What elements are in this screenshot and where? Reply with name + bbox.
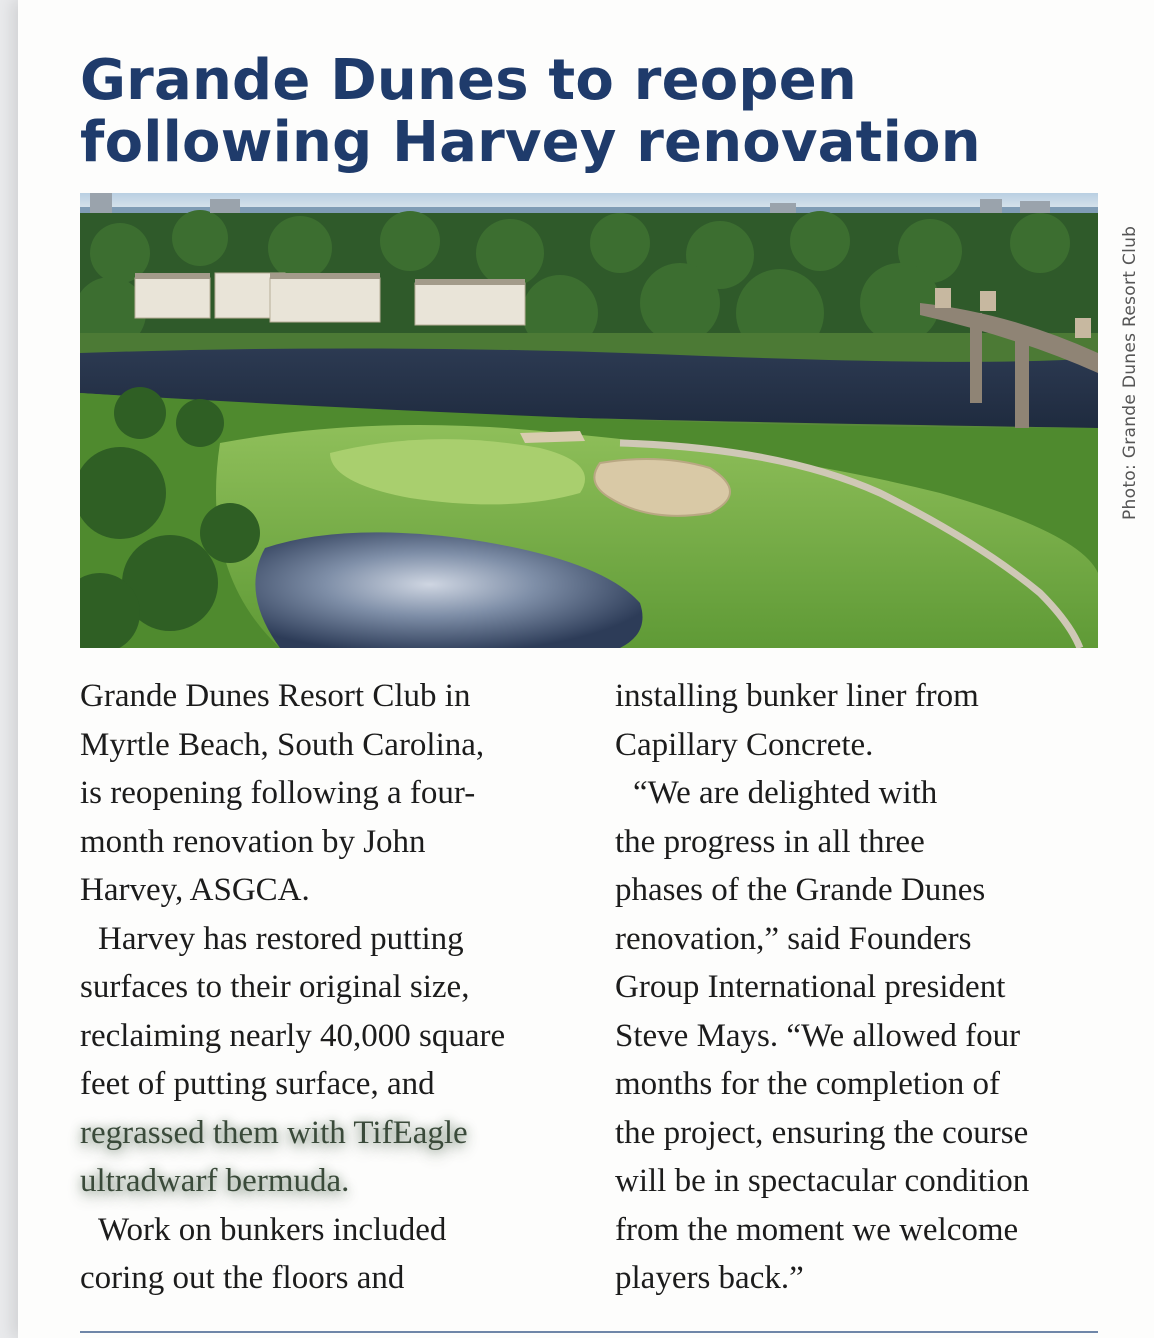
highlighted-text-line: ultradwarf bermuda.	[80, 1163, 350, 1199]
text-line: Steve Mays. “We allowed four	[615, 1017, 1021, 1054]
text-line: Harvey, ASGCA.	[80, 872, 310, 908]
text-line: month renovation by John	[80, 823, 426, 860]
text-line: is reopening following a four-	[80, 775, 476, 811]
text-line: Capillary Concrete.	[615, 726, 874, 763]
article-headline	[80, 50, 1080, 174]
text-line: players back.”	[615, 1260, 804, 1296]
body-column-right	[615, 672, 1095, 1303]
text-line: installing bunker liner from	[615, 678, 979, 714]
text-line: Grande Dunes Resort Club in	[80, 678, 471, 714]
text-line: the project, ensuring the course	[615, 1114, 1029, 1151]
golf-course-aerial-photo	[80, 193, 1098, 648]
text-line: coring out the floors and	[80, 1260, 405, 1296]
text-line: Harvey has restored putting	[98, 920, 464, 957]
text-line: Myrtle Beach, South Carolina,	[80, 726, 485, 763]
text-line: feet of putting surface, and	[80, 1066, 435, 1102]
headline-line-2: following Harvey renovation	[80, 110, 981, 175]
text-line: months for the completion of	[615, 1066, 1000, 1102]
body-column-left	[80, 672, 560, 1303]
bottom-rule	[80, 1331, 1098, 1333]
text-line: Group International president	[615, 969, 1006, 1005]
text-line: from the moment we welcome	[615, 1211, 1019, 1248]
highlighted-text-line: regrassed them with TifEagle	[80, 1114, 468, 1151]
text-line: surfaces to their original size,	[80, 969, 470, 1005]
text-line: Work on bunkers included	[98, 1211, 447, 1248]
magazine-page	[18, 0, 1154, 1338]
text-line: will be in spectacular condition	[615, 1163, 1030, 1199]
text-line: renovation,” said Founders	[615, 920, 972, 957]
headline-line-1: Grande Dunes to reopen	[80, 48, 857, 113]
text-line: “We are delighted with	[633, 775, 938, 811]
text-line: phases of the Grande Dunes	[615, 872, 986, 908]
text-line: reclaiming nearly 40,000 square	[80, 1017, 506, 1054]
text-line: the progress in all three	[615, 823, 925, 860]
photo-credit: Photo: Grande Dunes Resort Club	[1120, 225, 1140, 520]
